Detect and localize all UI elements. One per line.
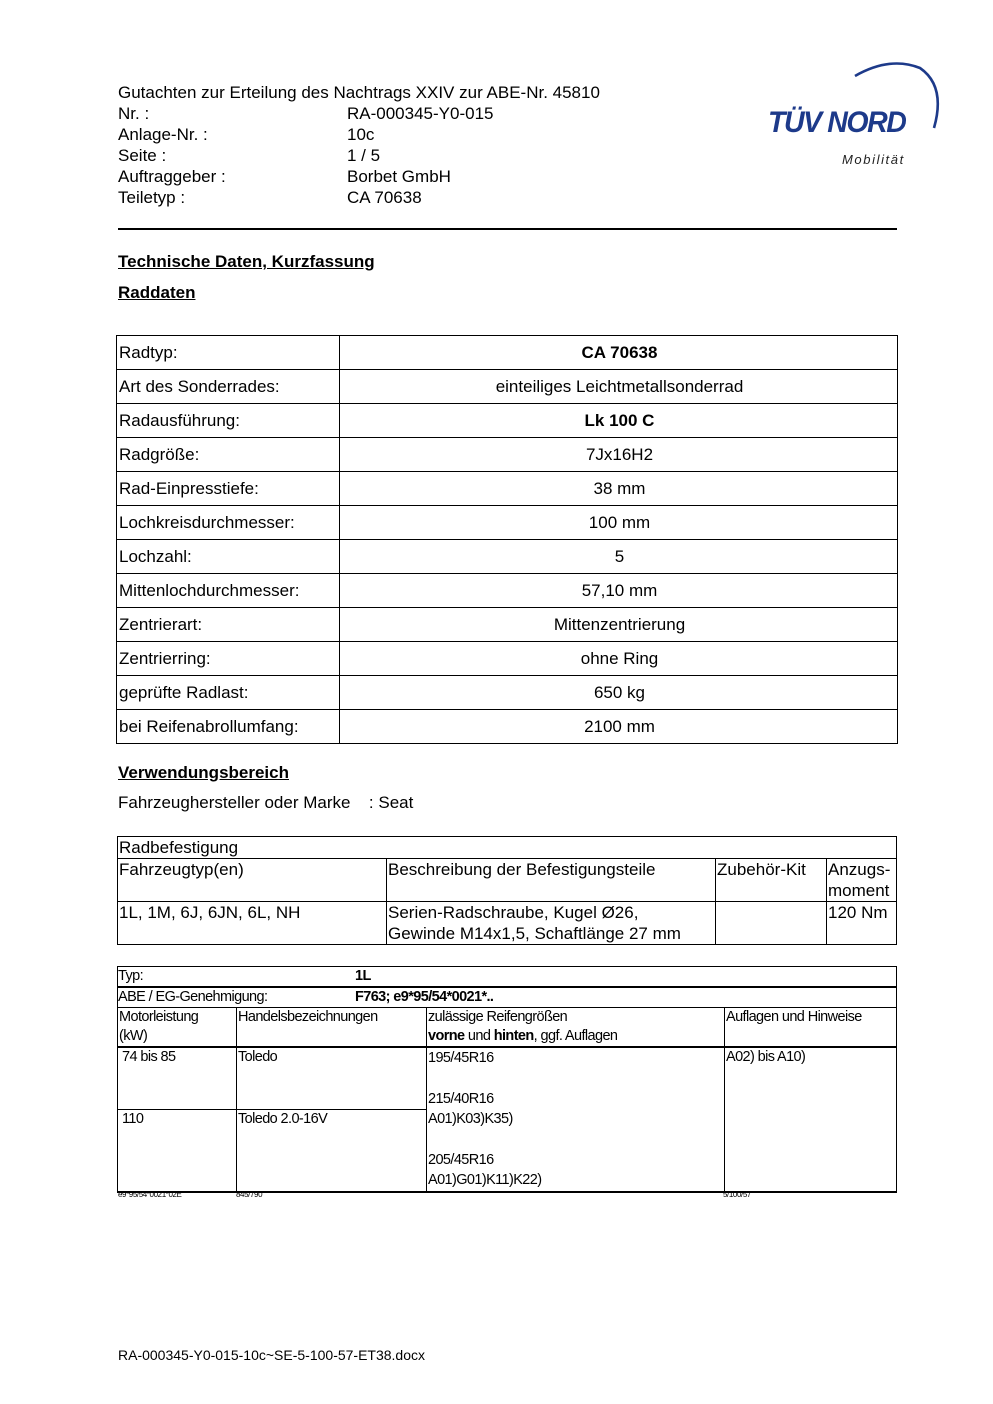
- maker-separator: :: [368, 793, 374, 812]
- tiny-ref-notes: 5/100/57: [723, 1190, 751, 1199]
- report-title: Gutachten zur Erteilung des Nachtrags XXIV zur ABE-Nr. 45810: [118, 83, 600, 102]
- table-row: [118, 837, 897, 859]
- row-label: geprüfte Radlast:: [117, 676, 340, 710]
- logo-brand: TÜV NORD: [768, 106, 906, 139]
- table-row: [118, 902, 897, 945]
- abe-value: F763; e9*95/54*0021*..: [355, 989, 494, 1005]
- row-value: ohne Ring: [340, 642, 898, 676]
- tyre-conditions: A01)G01)K11)K22): [428, 1172, 542, 1188]
- row-value: 100 mm: [340, 506, 898, 540]
- power-cell: 74 bis 85: [118, 1047, 237, 1109]
- fixing-torque: 120 Nm: [827, 902, 897, 945]
- table-row: [117, 608, 898, 642]
- header-label: Seite :: [118, 146, 167, 165]
- tyre-size: 205/45R16: [428, 1151, 494, 1168]
- col-header-power: [118, 1008, 237, 1048]
- header-label: Teiletyp :: [118, 188, 186, 207]
- heading-wheel: Raddaten: [118, 283, 196, 302]
- col-header-notes: Auflagen und Hinweise: [725, 1008, 897, 1048]
- fixing-desc-line2: Gewinde M14x1,5, Schaftlänge 27 mm: [388, 924, 681, 943]
- header-row-teiletyp: [118, 187, 422, 208]
- header-row-anlage: [118, 124, 374, 145]
- col-header-types: Fahrzeugtyp(en): [118, 859, 387, 902]
- vehicle-type-table: [117, 966, 897, 1193]
- row-label: Radtyp:: [117, 336, 340, 370]
- row-value: 5: [340, 540, 898, 574]
- header-row-nr: [118, 103, 493, 124]
- wheel-data-table: [116, 335, 898, 744]
- tyres-header-front: vorne: [428, 1028, 465, 1044]
- table-row: [118, 859, 897, 902]
- maker-label: Fahrzeughersteller oder Marke: [118, 793, 351, 812]
- fixing-title: Radbefestigung: [118, 837, 897, 859]
- typ-label: Typ:: [118, 968, 143, 984]
- abe-label: ABE / EG-Genehmigung:: [118, 989, 268, 1005]
- vehicle-maker-line: [118, 793, 413, 813]
- tyre-conditions: A01)K03)K35): [428, 1111, 513, 1127]
- tuv-nord-logo: [760, 58, 940, 173]
- header-row-auftraggeber: [118, 166, 451, 187]
- header-value: Borbet GmbH: [347, 167, 451, 186]
- power-header-2: (kW): [119, 1028, 148, 1044]
- row-label: Rad-Einpresstiefe:: [117, 472, 340, 506]
- header-label: Anlage-Nr. :: [118, 125, 208, 144]
- tyres-header-and: und: [464, 1028, 494, 1044]
- table-row: [118, 1008, 897, 1048]
- header-value: CA 70638: [347, 188, 422, 207]
- tyre-size: 195/45R16: [428, 1050, 494, 1066]
- tyres-header-rear: hinten: [493, 1028, 534, 1044]
- table-row: [117, 676, 898, 710]
- row-value: Lk 100 C: [340, 404, 898, 438]
- col-header-torque: [827, 859, 897, 902]
- table-row: [117, 370, 898, 404]
- name-cell: Toledo 2.0-16V: [237, 1109, 427, 1191]
- torque-header-1: Anzugs-: [828, 860, 891, 879]
- header-label: Nr. :: [118, 104, 150, 123]
- row-label: Art des Sonderrades:: [117, 370, 340, 404]
- row-value: 57,10 mm: [340, 574, 898, 608]
- header-divider: [118, 228, 897, 230]
- row-value: einteiliges Leichtmetallsonderrad: [340, 370, 898, 404]
- typ-row: [118, 967, 897, 988]
- table-row: [118, 1047, 897, 1109]
- header-value: RA-000345-Y0-015: [347, 104, 494, 123]
- fixing-types: 1L, 1M, 6J, 6JN, 6L, NH: [118, 902, 387, 945]
- row-label: Radgröße:: [117, 438, 340, 472]
- maker-value: Seat: [378, 793, 414, 812]
- tyre-size: 215/40R16: [428, 1090, 494, 1107]
- tiny-ref-names: 845/790: [236, 1190, 263, 1199]
- col-header-tyres: [427, 1008, 725, 1048]
- header-value: 10c: [347, 125, 375, 144]
- row-value: 7Jx16H2: [340, 438, 898, 472]
- row-label: Radausführung:: [117, 404, 340, 438]
- header-value: 1 / 5: [347, 146, 381, 165]
- power-header-1: Motorleistung: [119, 1009, 199, 1025]
- row-value: 650 kg: [340, 676, 898, 710]
- row-value: 2100 mm: [340, 710, 898, 744]
- header-row-seite: [118, 145, 380, 166]
- notes-cell: A02) bis A10): [725, 1047, 897, 1192]
- table-row: [117, 472, 898, 506]
- tyres-cell: [427, 1047, 725, 1192]
- logo-subtitle: Mobilität: [842, 152, 905, 167]
- table-row: [117, 404, 898, 438]
- fixing-desc: [387, 902, 716, 945]
- footer-filename: RA-000345-Y0-015-10c~SE-5-100-57-ET38.docx: [118, 1347, 426, 1363]
- row-label: Lochzahl:: [117, 540, 340, 574]
- tiny-ref-abe: e9*95/54*0021*02E: [118, 1190, 182, 1199]
- row-value: CA 70638: [340, 336, 898, 370]
- table-row: [117, 336, 898, 370]
- row-label: bei Reifenabrollumfang:: [117, 710, 340, 744]
- row-value: 38 mm: [340, 472, 898, 506]
- table-row: [117, 642, 898, 676]
- table-row: [117, 574, 898, 608]
- fixing-desc-line1: Serien-Radschraube, Kugel Ø26,: [388, 903, 639, 922]
- abe-row: [118, 987, 897, 1008]
- row-value: Mittenzentrierung: [340, 608, 898, 642]
- col-header-desc: Beschreibung der Befestigungsteile: [387, 859, 716, 902]
- row-label: Zentrierring:: [117, 642, 340, 676]
- col-header-names: Handelsbezeichnungen: [237, 1008, 427, 1048]
- heading-usage: Verwendungsbereich: [118, 763, 289, 782]
- power-cell: 110: [118, 1109, 237, 1191]
- header-label: Auftraggeber :: [118, 167, 226, 186]
- torque-header-2: moment: [828, 881, 890, 900]
- table-row: [117, 540, 898, 574]
- tyres-header-rest: , ggf. Auflagen: [533, 1028, 618, 1044]
- row-label: Mittenlochdurchmesser:: [117, 574, 340, 608]
- fixing-kit: [716, 902, 827, 945]
- col-header-kit: Zubehör-Kit: [716, 859, 827, 902]
- row-label: Zentrierart:: [117, 608, 340, 642]
- row-label: Lochkreisdurchmesser:: [117, 506, 340, 540]
- table-row: [118, 987, 897, 1008]
- table-row: [117, 506, 898, 540]
- table-row: [117, 710, 898, 744]
- name-cell: Toledo: [237, 1047, 427, 1109]
- heading-tech: Technische Daten, Kurzfassung: [118, 252, 375, 271]
- tyres-header-1: zulässige Reifengrößen: [428, 1009, 568, 1025]
- table-row: [117, 438, 898, 472]
- table-row: [118, 967, 897, 988]
- typ-value: 1L: [355, 968, 371, 984]
- wheel-fixing-table: [117, 836, 897, 945]
